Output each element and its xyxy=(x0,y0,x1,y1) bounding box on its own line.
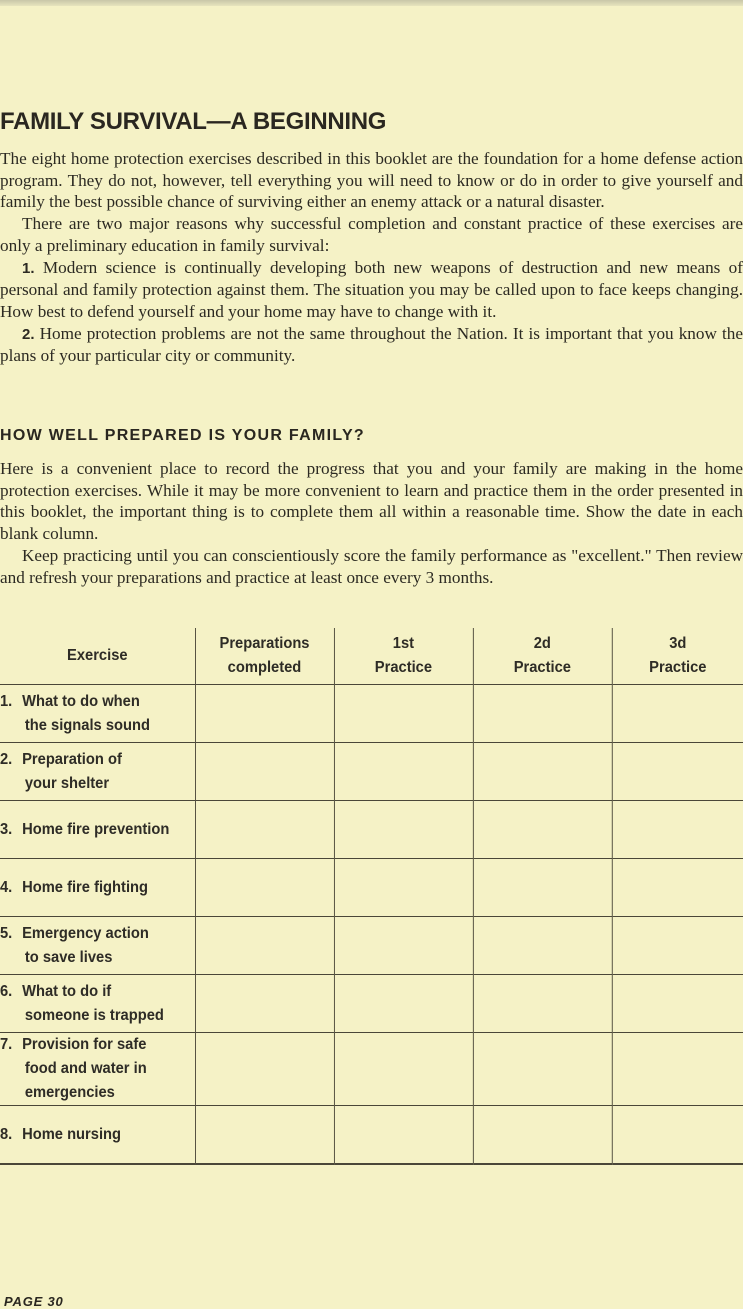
record-paragraph-2: Keep practicing until you can conscientiously score the family performance as "excellent." Then review and refresh your preparations and practice at least once every 3 months. xyxy=(0,545,743,587)
reason-2-text: Home protection problems are not the same throughout the Nation. It is important that you know the plans of your particular city or community. xyxy=(0,323,743,366)
blank-date-cell[interactable] xyxy=(195,975,334,1033)
blank-date-cell[interactable] xyxy=(334,801,473,859)
blank-date-cell[interactable] xyxy=(195,859,334,917)
blank-date-cell[interactable] xyxy=(195,917,334,975)
blank-date-cell[interactable] xyxy=(334,743,473,801)
reason-1 xyxy=(0,257,743,323)
reason-1-text: Modern science is continually developing both new weapons of destruction and new means of personal and family protection against them. The situation you may be called upon to face keeps changing. How best to defend yourself and your home may have to change with it. xyxy=(0,257,743,321)
progress-table xyxy=(0,628,743,1165)
exercise-cell: 1. What to do when the signals sound xyxy=(0,685,195,743)
table-row xyxy=(0,1106,743,1165)
header-3d-practice: 3d Practice xyxy=(612,628,743,685)
blank-date-cell[interactable] xyxy=(195,685,334,743)
blank-date-cell[interactable] xyxy=(473,801,612,859)
header-exercise: Exercise xyxy=(0,628,195,685)
blank-date-cell[interactable] xyxy=(612,685,743,743)
blank-date-cell[interactable] xyxy=(195,1033,334,1106)
reason-2-number: 2. xyxy=(22,325,35,343)
table-row xyxy=(0,975,743,1033)
exercise-cell: 6. What to do if someone is trapped xyxy=(0,975,195,1033)
exercise-cell: 7. Provision for safe food and water in emergencies xyxy=(0,1033,195,1106)
exercise-cell: 3. Home fire prevention xyxy=(0,801,195,859)
blank-date-cell[interactable] xyxy=(473,975,612,1033)
blank-date-cell[interactable] xyxy=(473,1033,612,1106)
table-row xyxy=(0,685,743,743)
table-row xyxy=(0,1033,743,1106)
blank-date-cell[interactable] xyxy=(612,917,743,975)
intro-section xyxy=(0,148,743,367)
page-title: FAMILY SURVIVAL—A BEGINNING xyxy=(0,108,387,135)
blank-date-cell[interactable] xyxy=(473,859,612,917)
table-header-row xyxy=(0,628,743,685)
exercise-cell: 5. Emergency action to save lives xyxy=(0,917,195,975)
blank-date-cell[interactable] xyxy=(195,1106,334,1165)
top-edge-rule xyxy=(0,0,743,6)
record-paragraph-1: Here is a convenient place to record the progress that you and your family are making in the home protection exercises. While it may be more convenient to learn and practice them in the order presented in this booklet, the important thing is to complete them all within a reasonable time. Show the date in each blank column. xyxy=(0,459,743,544)
blank-date-cell[interactable] xyxy=(612,975,743,1033)
page-number: PAGE 30 xyxy=(4,1294,64,1309)
blank-date-cell[interactable] xyxy=(612,859,743,917)
header-2d-practice: 2d Practice xyxy=(473,628,612,685)
section-subheading: HOW WELL PREPARED IS YOUR FAMILY? xyxy=(0,427,366,444)
blank-date-cell[interactable] xyxy=(612,1033,743,1106)
table-row xyxy=(0,917,743,975)
blank-date-cell[interactable] xyxy=(334,1106,473,1165)
blank-date-cell[interactable] xyxy=(195,801,334,859)
blank-date-cell[interactable] xyxy=(473,1106,612,1165)
table-row xyxy=(0,801,743,859)
blank-date-cell[interactable] xyxy=(334,685,473,743)
blank-date-cell[interactable] xyxy=(473,917,612,975)
exercise-cell: 8. Home nursing xyxy=(0,1106,195,1165)
header-1st-practice: 1st Practice xyxy=(334,628,473,685)
blank-date-cell[interactable] xyxy=(612,743,743,801)
header-preparations-completed: Preparations completed xyxy=(195,628,334,685)
intro-paragraph-2: There are two major reasons why successful completion and constant practice of these exercises are only a preliminary education in family survival: xyxy=(0,214,743,255)
blank-date-cell[interactable] xyxy=(195,743,334,801)
table-row xyxy=(0,743,743,801)
record-section xyxy=(0,458,743,588)
blank-date-cell[interactable] xyxy=(612,801,743,859)
blank-date-cell[interactable] xyxy=(473,743,612,801)
reason-2 xyxy=(0,323,743,367)
blank-date-cell[interactable] xyxy=(334,917,473,975)
blank-date-cell[interactable] xyxy=(334,1033,473,1106)
table-row xyxy=(0,859,743,917)
exercise-cell: 2. Preparation of your shelter xyxy=(0,743,195,801)
blank-date-cell[interactable] xyxy=(473,685,612,743)
blank-date-cell[interactable] xyxy=(612,1106,743,1165)
intro-paragraph-1: The eight home protection exercises described in this booklet are the foundation for a home defense action program. They do not, however, tell everything you will need to know or do in order to give yourself and family the best possible chance of surviving either an enemy attack or a natural disaster. xyxy=(0,149,743,212)
blank-date-cell[interactable] xyxy=(334,975,473,1033)
exercise-cell: 4. Home fire fighting xyxy=(0,859,195,917)
blank-date-cell[interactable] xyxy=(334,859,473,917)
reason-1-number: 1. xyxy=(22,259,35,277)
